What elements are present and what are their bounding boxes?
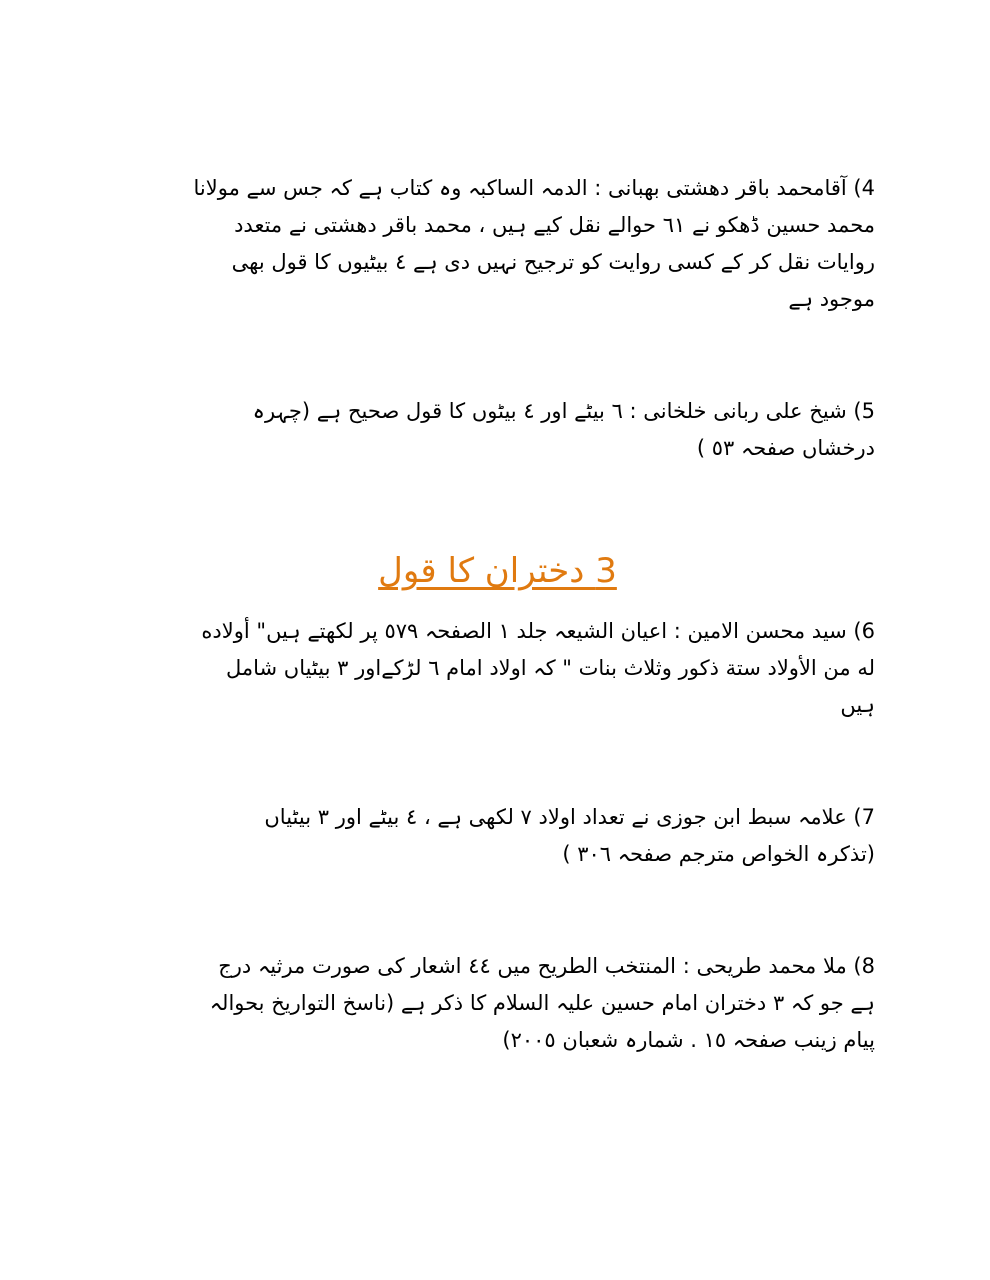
paragraph-line: ہے جو کہ ٣ دختران امام حسین علیہ السلام کا ذکر ہے (ناسخ التواریخ بحوالہ	[209, 991, 875, 1015]
paragraph-8	[120, 948, 875, 1059]
section-heading: 3 دختران کا قول	[378, 551, 617, 591]
paragraph-line: پیام زینب صفحہ ١٥ . شمارہ شعبان ٢٠٠٥)	[502, 1028, 875, 1052]
paragraph-line: 4) آقامحمد باقر دهشتی بهبانی : الدمہ الساکبہ وہ کتاب ہے کہ جس سے مولانا	[193, 176, 875, 200]
paragraph-line: درخشاں صفحہ ٥٣ )	[696, 436, 875, 460]
paragraph-line: 7) علامہ سبط ابن جوزی نے تعداد اولاد ٧ لکھی ہے ، ٤ بیٹے اور ٣ بیٹیاں	[264, 805, 875, 829]
paragraph-5	[120, 393, 875, 467]
paragraph-line: محمد حسین ڈھکو نے ٦١ حوالے نقل کیے ہیں ، محمد باقر دهشتی نے متعدد	[234, 213, 875, 237]
paragraph-line: موجود ہے	[788, 287, 875, 311]
paragraph-line: له من الأولاد ستة ذكور وثلاث بنات " کہ اولاد امام ٦ لڑکےاور ٣ بیٹیاں شامل	[225, 656, 875, 680]
paragraph-line: 6) سید محسن الامین : اعیان الشیعہ جلد ١ الصفحہ ٥٧٩ پر لکھتے ہیں" أولاده	[201, 619, 875, 643]
paragraph-line: (تذکرہ الخواص مترجم صفحہ ٣٠٦ )	[562, 842, 875, 866]
paragraph-7	[120, 799, 875, 873]
paragraph-line: روایات نقل کر کے کسی روایت کو ترجیح نہیں دی ہے ٤ بیٹیوں کا قول بھی	[231, 250, 875, 274]
paragraph-line: ہیں	[840, 693, 875, 717]
paragraph-4	[120, 170, 875, 318]
paragraph-line: 5) شیخ علی ربانی خلخانی : ٦ بیٹے اور ٤ بیٹوں کا قول صحیح ہے (چہرہ	[252, 399, 875, 423]
paragraph-6	[120, 613, 875, 724]
paragraph-line: 8) ملا محمد طریحی : المنتخب الطریح میں ٤٤ اشعار کی صورت مرثیہ درج	[218, 954, 875, 978]
